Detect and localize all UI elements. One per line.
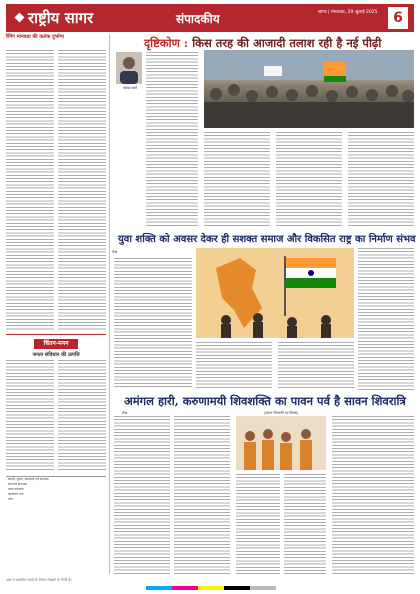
left-body-col-2 (58, 50, 106, 330)
column-divider (109, 34, 110, 574)
article1-kicker: दृष्टिकोण : (144, 36, 189, 50)
article3-tag: (सावन शिवरात्रि पर विशेष) (263, 411, 299, 415)
article3-body-col-1 (114, 416, 170, 576)
imprint-row: फोन (8, 497, 14, 501)
article1-body-col-4 (348, 132, 414, 227)
imprint-row: समाचार संपादक (8, 482, 27, 486)
article3-body-col-3 (236, 474, 280, 576)
article2-body-col-1 (114, 258, 192, 388)
page-number: 6 (388, 7, 408, 29)
imprint-row: स्वामी, मुद्रक, प्रकाशक एवं संपादक (8, 477, 49, 481)
chintan-body-col-1 (6, 360, 54, 472)
left-body-col-1 (6, 50, 54, 330)
article3-author: लेख (122, 411, 128, 415)
brand-title: राष्ट्रीय सागर (28, 9, 94, 27)
chintan-body-col-2 (58, 360, 106, 472)
article2-body-col-3 (278, 342, 354, 390)
left-divider (6, 334, 106, 335)
article1-body-col-1 (146, 52, 198, 227)
section-title: संपादकीय (176, 12, 220, 26)
india-map-flag-photo (196, 248, 354, 338)
article2-body-col-4 (358, 248, 414, 390)
article1-headline (144, 36, 414, 51)
author1-name: पंकज शर्मा (123, 86, 137, 90)
imprint-box (6, 476, 106, 544)
article1-body-col-3 (276, 132, 342, 227)
newspaper-page (6, 4, 414, 590)
article1-headline-text: किस तरह की आजादी तलाश रही है नई पीढ़ी (192, 36, 382, 50)
masthead (6, 4, 414, 32)
article3-body-col-4 (284, 474, 326, 576)
left-column (6, 34, 106, 558)
shiva-devotees-photo (236, 416, 326, 470)
article3-headline: अमंगल हारी, करुणामयी शिवशक्ति का पावन पर्व है सावन शिवरात्रि (124, 394, 406, 408)
footer-note: अंक में प्रकाशित लेखों के विचार लेखकों के निजी हैं। (6, 578, 72, 582)
article2-author: लेख (112, 250, 118, 254)
article3-body-col-2 (174, 416, 230, 576)
article2-headline: युवा शक्ति को अवसर देकर ही सशक्त समाज और विकसित राष्ट्र का निर्माण संभव (118, 234, 416, 245)
article2-body-col-2 (196, 342, 272, 390)
chintan-label: चिंतन-मनन (34, 339, 78, 349)
article3-body-col-5 (332, 416, 414, 576)
protest-crowd-photo (204, 50, 414, 128)
author1-photo (116, 52, 142, 84)
chintan-title: जनता संविधान की उत्पत्ति (32, 352, 80, 358)
color-registration-bar (146, 586, 276, 590)
imprint-row: प्रबंध संपादक (8, 487, 24, 491)
brand-mark-icon (15, 13, 25, 23)
article1-body-col-2 (204, 132, 270, 227)
imprint-row: कार्यालय पता (8, 492, 24, 496)
left-article-title: रैगिंग मानवता की कलंक दुर्भाग्य (6, 34, 64, 40)
masthead-date: सागर | मंगलवार, 29 जुलाई 2025 (318, 10, 378, 15)
